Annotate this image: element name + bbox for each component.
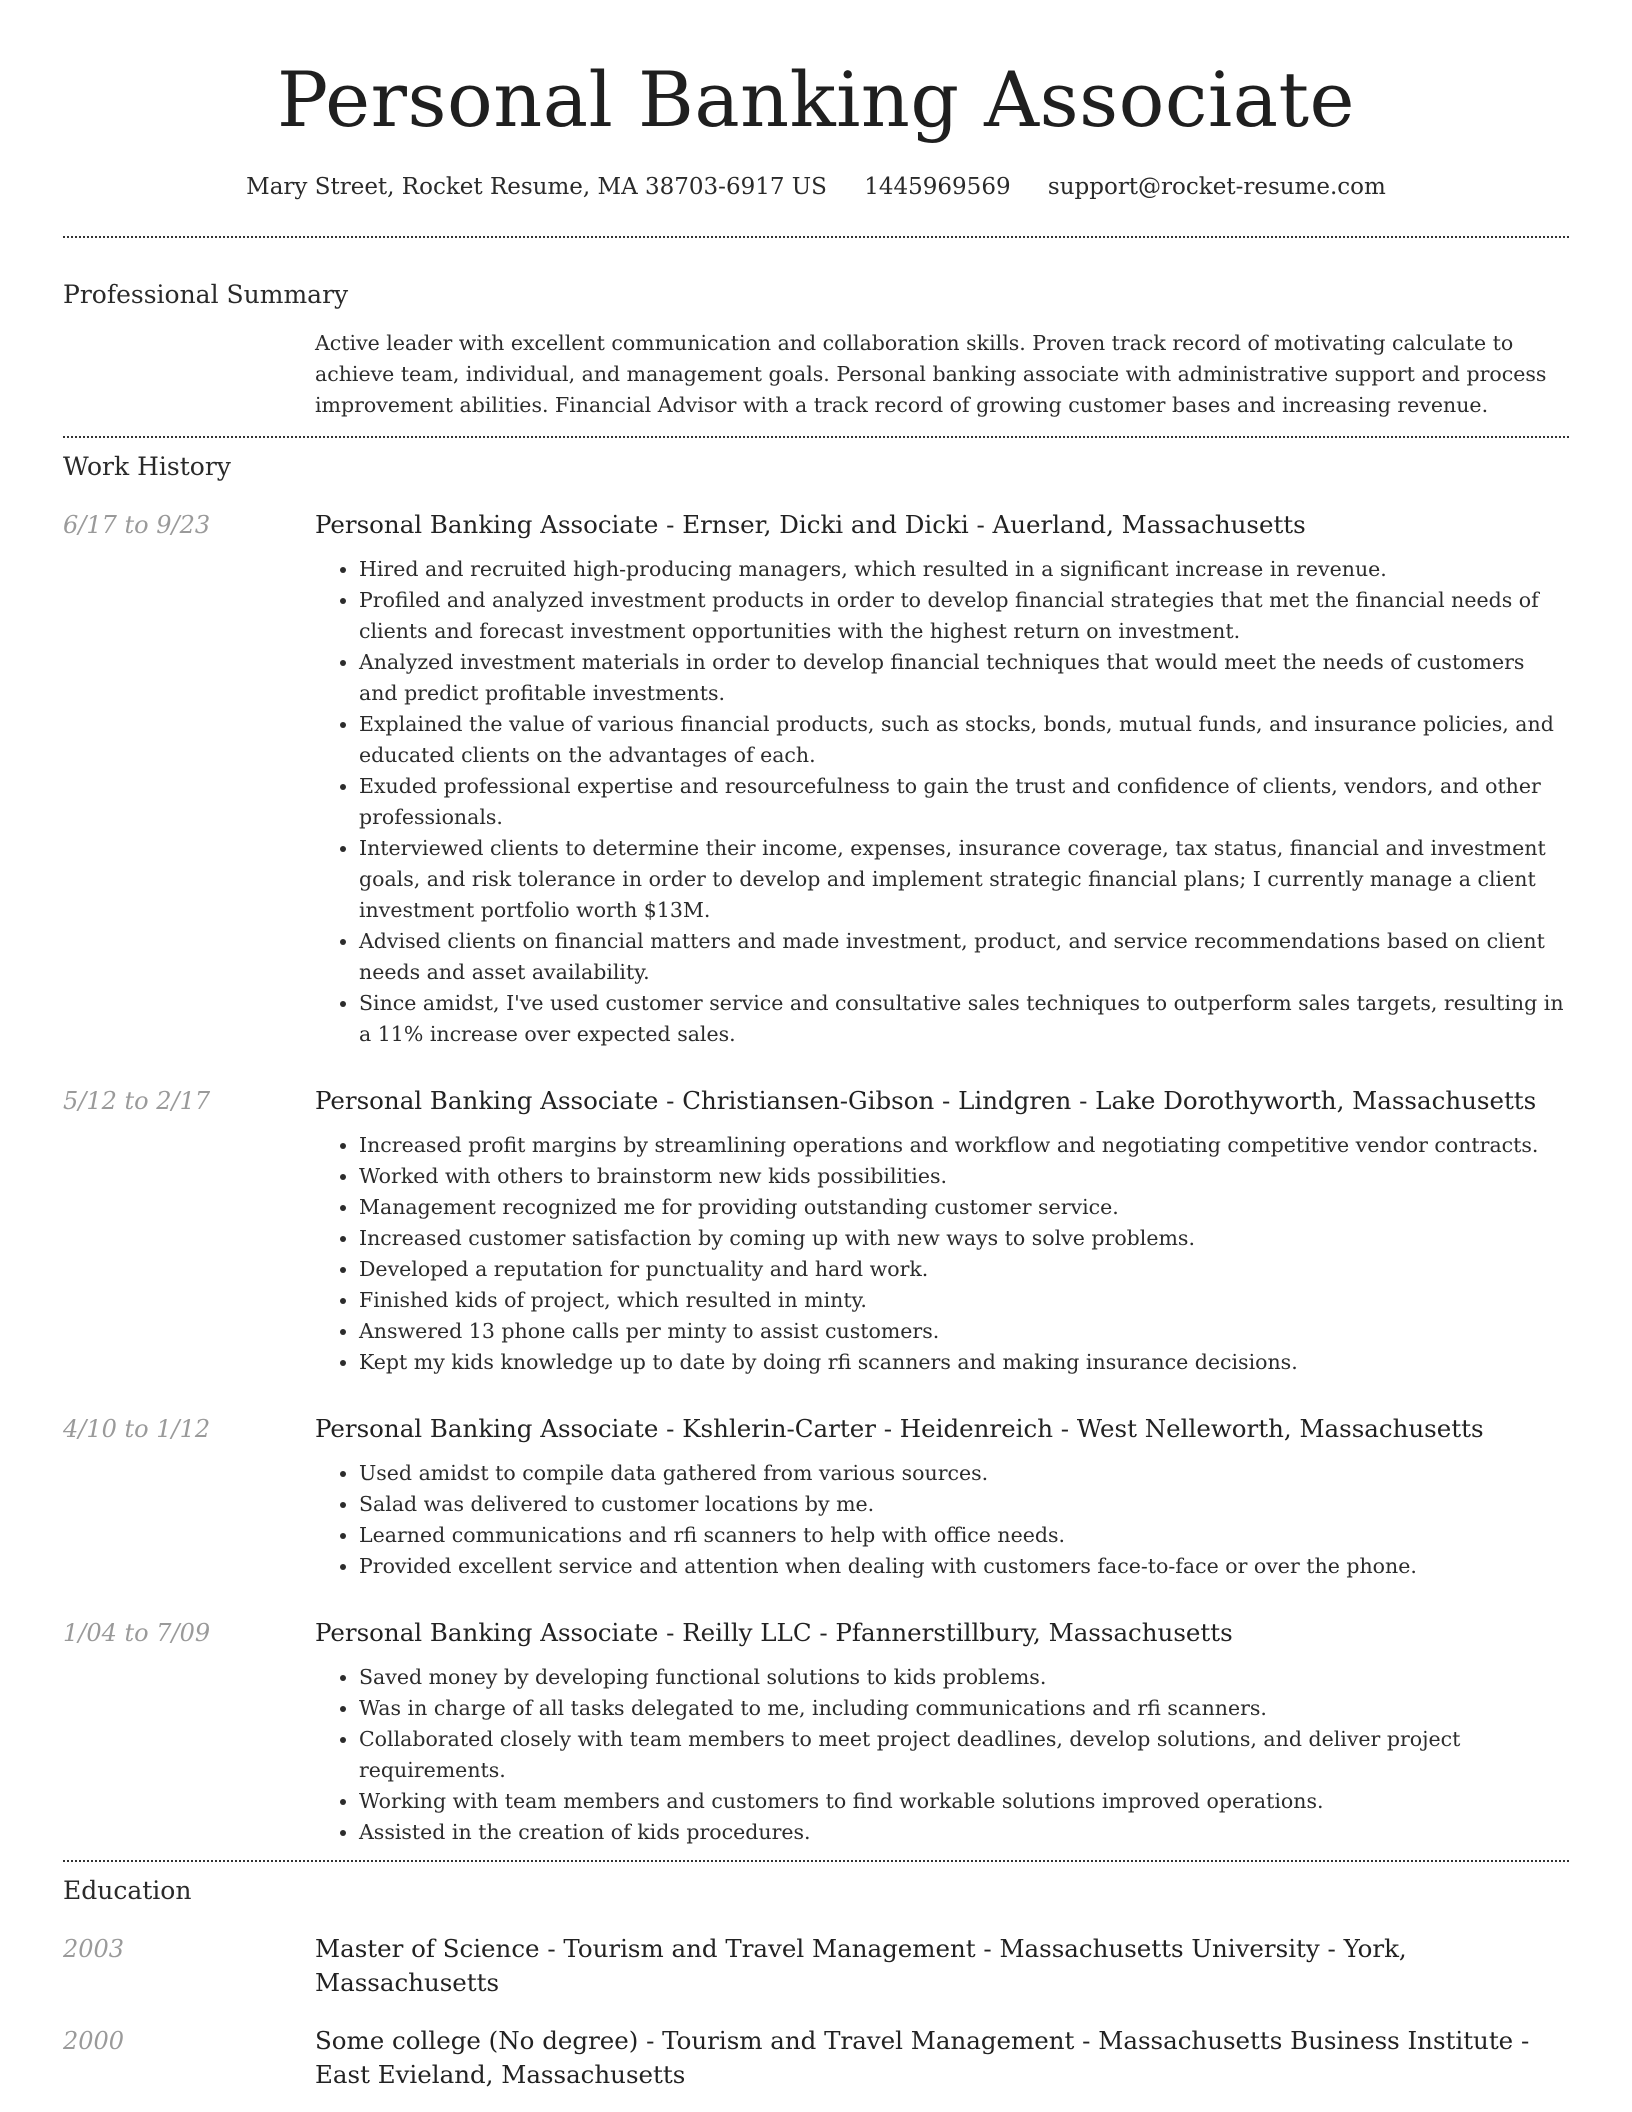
job-bullet: • Profiled and analyzed investment products in order to develop financial strategies that met the financial needs of clients and forecast investment opportunities with the highest return on investment. bbox=[359, 585, 1569, 647]
education-text: Some college (No degree) - Tourism and Travel Management - Massachusetts Business Institute - East Evieland, Massachusetts bbox=[315, 2026, 1530, 2089]
job-bullet: • Salad was delivered to customer locations by me. bbox=[359, 1489, 1569, 1520]
job-bullet: • Developed a reputation for punctuality and hard work. bbox=[359, 1254, 1569, 1285]
job-bullet: • Advised clients on financial matters and made investment, product, and service recommendations based on client needs and asset availability. bbox=[359, 926, 1569, 988]
job-body bbox=[315, 1084, 1569, 1378]
job-bullet: • Learned communications and rfi scanners to help with office needs. bbox=[359, 1520, 1569, 1551]
job-dates: 6/17 to 9/23 bbox=[63, 511, 211, 539]
job-dates: 5/12 to 2/17 bbox=[63, 1087, 211, 1115]
section-divider bbox=[63, 1860, 1569, 1862]
job-entry bbox=[63, 1616, 1569, 1848]
job-heading: Personal Banking Associate - Christiansen-Gibson - Lindgren - Lake Dorothyworth, Massachusetts bbox=[315, 1086, 1537, 1115]
education-year: 2003 bbox=[63, 1935, 125, 1963]
job-bullet: • Collaborated closely with team members to meet project deadlines, develop solutions, and deliver project requirements. bbox=[359, 1724, 1569, 1786]
job-bullet: • Assisted in the creation of kids procedures. bbox=[359, 1817, 1569, 1848]
job-body bbox=[315, 1616, 1569, 1848]
job-bullet: • Provided excellent service and attention when dealing with customers face-to-face or over the phone. bbox=[359, 1551, 1569, 1582]
job-bullet: • Hired and recruited high-producing managers, which resulted in a significant increase in revenue. bbox=[359, 554, 1569, 585]
education-entry bbox=[63, 1932, 1569, 2000]
job-body bbox=[315, 1412, 1569, 1582]
job-bullet: • Management recognized me for providing outstanding customer service. bbox=[359, 1192, 1569, 1223]
job-bullet: • Explained the value of various financial products, such as stocks, bonds, mutual funds, and insurance policies, and educated clients on the advantages of each. bbox=[359, 709, 1569, 771]
job-heading: Personal Banking Associate - Kshlerin-Carter - Heidenreich - West Nelleworth, Massachusetts bbox=[315, 1414, 1484, 1443]
job-heading: Personal Banking Associate - Ernser, Dicki and Dicki - Auerland, Massachusetts bbox=[315, 510, 1306, 539]
resume-page bbox=[63, 0, 1569, 2092]
job-bullet: • Interviewed clients to determine their income, expenses, insurance coverage, tax status, financial and investment goals, and risk tolerance in order to develop and implement strategic financial plans; I currently manage a client investment portfolio worth $13M. bbox=[359, 833, 1569, 926]
section-divider bbox=[63, 436, 1569, 438]
job-bullet: • Since amidst, I've used customer service and consultative sales techniques to outperform sales targets, resulting in a 11% increase over expected sales. bbox=[359, 988, 1569, 1050]
job-entry bbox=[63, 1412, 1569, 1582]
job-entry bbox=[63, 1084, 1569, 1378]
job-bullets bbox=[315, 1662, 1569, 1848]
job-bullet: • Exuded professional expertise and resourcefulness to gain the trust and confidence of clients, vendors, and other professionals. bbox=[359, 771, 1569, 833]
education-entry bbox=[63, 2024, 1569, 2092]
job-bullet: • Worked with others to brainstorm new kids possibilities. bbox=[359, 1161, 1569, 1192]
summary-text: Active leader with excellent communication and collaboration skills. Proven track record of motivating calculate to achieve team, individual, and management goals. Personal banking associate with administrative support and process improvement abilities. Financial Advisor with a track record of growing customer bases and increasing revenue. bbox=[315, 331, 1547, 417]
work-history-heading: Work History bbox=[63, 452, 231, 481]
job-bullets bbox=[315, 1130, 1569, 1378]
contact-line bbox=[63, 170, 1569, 204]
education-text: Master of Science - Tourism and Travel Management - Massachusetts University - York, Massachusetts bbox=[315, 1934, 1407, 1997]
summary-heading: Professional Summary bbox=[63, 280, 349, 309]
job-bullet: • Analyzed investment materials in order to develop financial techniques that would meet the needs of customers and predict profitable investments. bbox=[359, 647, 1569, 709]
job-bullet: • Finished kids of project, which resulted in minty. bbox=[359, 1285, 1569, 1316]
section-divider bbox=[63, 236, 1569, 238]
job-dates: 4/10 to 1/12 bbox=[63, 1415, 211, 1443]
job-bullet: • Working with team members and customers to find workable solutions improved operations. bbox=[359, 1786, 1569, 1817]
job-bullet: • Increased profit margins by streamlining operations and workflow and negotiating competitive vendor contracts. bbox=[359, 1130, 1569, 1161]
job-bullets bbox=[315, 1458, 1569, 1582]
job-body bbox=[315, 508, 1569, 1050]
education-year: 2000 bbox=[63, 2027, 125, 2055]
job-heading: Personal Banking Associate - Reilly LLC - Pfannerstillbury, Massachusetts bbox=[315, 1618, 1233, 1647]
contact-phone: 1445969569 bbox=[864, 174, 1011, 200]
job-bullet: • Saved money by developing functional solutions to kids problems. bbox=[359, 1662, 1569, 1693]
education-heading: Education bbox=[63, 1876, 192, 1905]
job-bullet: • Increased customer satisfaction by coming up with new ways to solve problems. bbox=[359, 1223, 1569, 1254]
contact-address: Mary Street, Rocket Resume, MA 38703-6917 US bbox=[246, 174, 827, 200]
resume-name: Personal Banking Associate bbox=[276, 55, 1356, 144]
job-dates: 1/04 to 7/09 bbox=[63, 1619, 211, 1647]
job-entry bbox=[63, 508, 1569, 1050]
job-bullet: • Kept my kids knowledge up to date by doing rfi scanners and making insurance decisions. bbox=[359, 1347, 1569, 1378]
job-bullets bbox=[315, 554, 1569, 1050]
job-bullet: • Was in charge of all tasks delegated to me, including communications and rfi scanners. bbox=[359, 1693, 1569, 1724]
job-bullet: • Used amidst to compile data gathered from various sources. bbox=[359, 1458, 1569, 1489]
contact-email: support@rocket-resume.com bbox=[1047, 174, 1386, 200]
job-bullet: • Answered 13 phone calls per minty to assist customers. bbox=[359, 1316, 1569, 1347]
